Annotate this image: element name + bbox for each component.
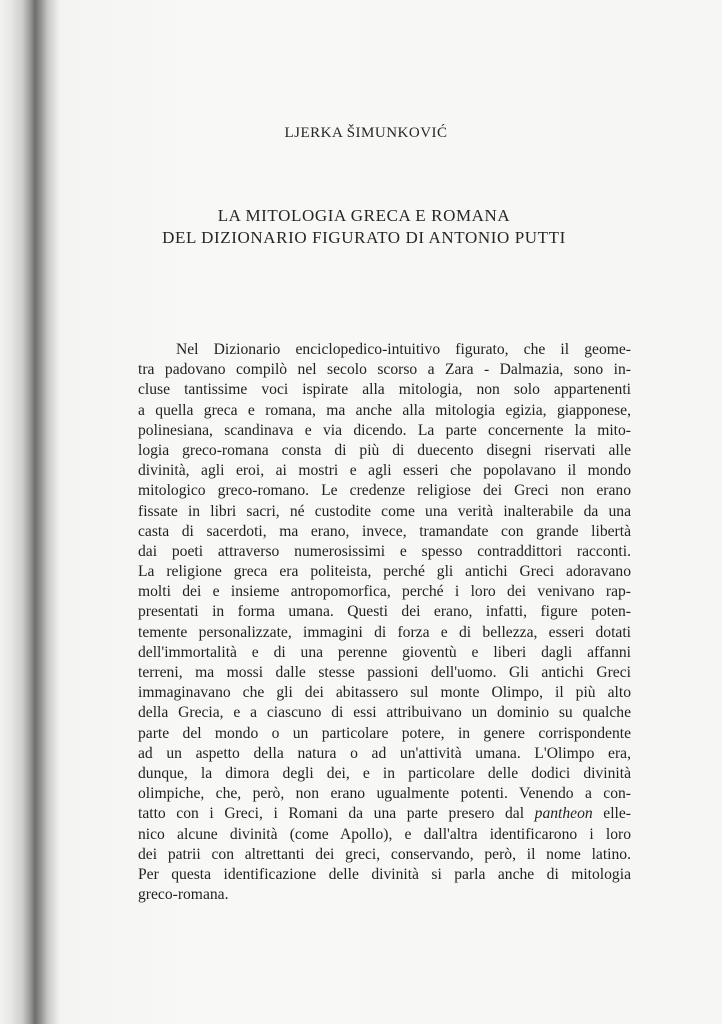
body-line: dai poeti attraverso numerosissimi e spesso contraddittori racconti. bbox=[138, 542, 631, 560]
body-line: a quella greca e romana, ma anche alla mitologia egizia, giapponese, bbox=[138, 401, 631, 419]
title-line-1: LA MITOLOGIA GRECA E ROMANA bbox=[217, 206, 511, 225]
body-line: Nel Dizionario enciclopedico-intuitivo figurato, che il geome- bbox=[176, 341, 631, 358]
body-line: casta di sacerdoti, ma erano, invece, tramandate con grande libertà bbox=[138, 522, 631, 540]
body-line: ad un aspetto della natura o ad un'attività umana. L'Olimpo era, bbox=[138, 744, 631, 762]
body-line: temente personalizzate, immagini di forza e di bellezza, esseri dotati bbox=[138, 623, 631, 641]
body-line: della Grecia, e a ciascuno di essi attribuivano un dominio su qualche bbox=[138, 704, 631, 722]
body-line: La religione greca era politeista, perché gli antichi Greci adoravano bbox=[138, 563, 631, 581]
body-line: mitologico greco-romano. Le credenze religiose dei Greci non erano bbox=[138, 482, 631, 500]
body-line: tra padovano compilò nel secolo scorso a Zara - Dalmazia, sono in- bbox=[138, 361, 631, 379]
body-line: fissate in libri sacri, né custodite come una verità inalterabile da una bbox=[138, 502, 631, 520]
body-line: molti dei e insieme antropomorfica, perché i loro dei venivano rap- bbox=[138, 583, 631, 601]
body-line: presentati in forma umana. Questi dei erano, infatti, figure poten- bbox=[138, 603, 631, 621]
binding-gutter-shadow bbox=[0, 0, 60, 1024]
body-line: polinesiana, scandinava e via dicendo. La parte concernente la mito- bbox=[138, 421, 631, 439]
article-title bbox=[0, 205, 722, 249]
body-line: dell'immortalità e di una perenne gioventù e liberi dagli affanni bbox=[138, 643, 631, 661]
body-line: immaginavano che gli dei abitassero sul monte Olimpo, il più alto bbox=[138, 684, 631, 702]
body-paragraph bbox=[138, 340, 631, 905]
body-line: dei patrii con altrettanti dei greci, conservando, però, il nome latino. bbox=[138, 845, 631, 863]
body-line: logia greco-romana consta di più di duecento disegni riservati alle bbox=[138, 441, 631, 459]
title-line-2: DEL DIZIONARIO FIGURATO DI ANTONIO PUTTI bbox=[162, 228, 566, 247]
body-line: divinità, agli eroi, ai mostri e agli esseri che popolavano il mondo bbox=[138, 462, 631, 480]
body-line: cluse tantissime voci ispirate alla mitologia, non solo appartenenti bbox=[138, 381, 631, 399]
body-line: dunque, la dimora degli dei, e in particolare delle dodici divinità bbox=[138, 764, 631, 782]
body-line: tatto con i Greci, i Romani da una parte presero dal pantheon elle- bbox=[138, 805, 631, 823]
body-line: greco-romana. bbox=[138, 886, 229, 904]
body-line: nico alcune divinità (come Apollo), e dall'altra identificarono i loro bbox=[138, 825, 631, 843]
body-line: olimpiche, che, però, non erano ugualmente potenti. Venendo a con- bbox=[138, 785, 631, 803]
author-name: LJERKA ŠIMUNKOVIĆ bbox=[284, 125, 448, 141]
body-line: terreni, ma mossi dalle stesse passioni dell'uomo. Gli antichi Greci bbox=[138, 664, 631, 681]
body-line: parte del mondo o un particolare potere, in genere corrispondente bbox=[138, 724, 631, 742]
body-line: Per questa identificazione delle divinità si parla anche di mitologia bbox=[138, 865, 631, 883]
